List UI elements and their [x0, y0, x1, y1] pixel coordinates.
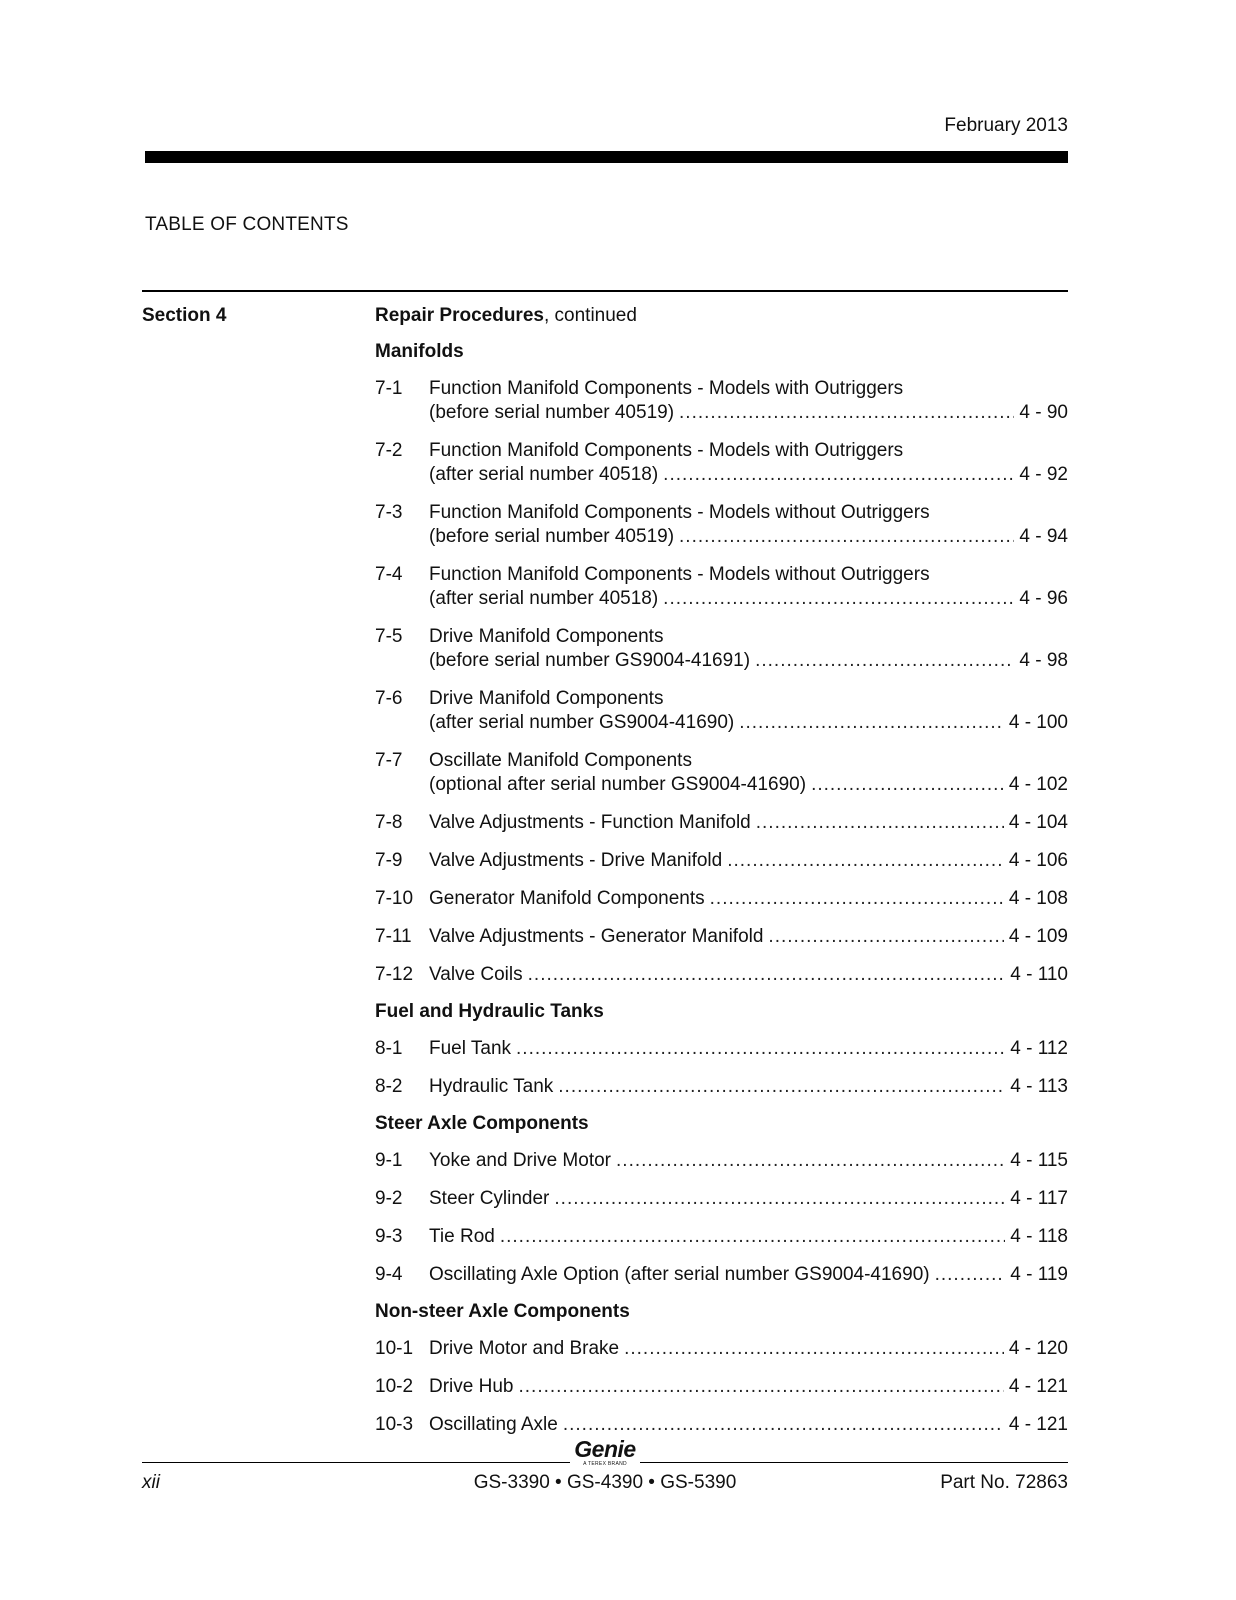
toc-dot-leader: [756, 811, 1004, 835]
toc-entry-number: 7-2: [375, 440, 403, 461]
toc-entry-subtitle: (after serial number GS9004-41690): [429, 712, 735, 733]
toc-entry-body: [429, 1225, 1068, 1249]
toc-entry[interactable]: [375, 1337, 1068, 1361]
toc-entry-number: 7-12: [375, 964, 414, 985]
toc-entry-number: 9-2: [375, 1188, 403, 1209]
toc-entry[interactable]: [375, 1413, 1068, 1437]
toc-entry-subtitle: (before serial number GS9004-41691): [429, 650, 751, 671]
toc-entry-number: 7-4: [375, 564, 403, 585]
toc-group-heading: [375, 1001, 1068, 1023]
toc-entry-subtitle: (before serial number 40519): [429, 526, 675, 547]
toc-entry-title: Drive Hub: [429, 1376, 514, 1397]
toc-dot-leader: [727, 849, 1004, 873]
toc-entry-body: [429, 687, 1068, 735]
toc-entry-number: 7-7: [375, 750, 403, 771]
toc-entry-body: [429, 1037, 1068, 1061]
toc-entry[interactable]: [375, 1187, 1068, 1211]
toc-entry-leader-line: [429, 887, 1068, 911]
toc-entry-subtitle: (optional after serial number GS9004-41690): [429, 774, 807, 795]
toc-entry-body: [429, 563, 1068, 611]
toc-entry-number: 7-10: [375, 888, 414, 909]
toc-entry-page: 4 - 119: [1010, 1264, 1068, 1285]
toc-group-heading-text: Fuel and Hydraulic Tanks: [375, 1001, 604, 1022]
toc-entry[interactable]: [375, 887, 1068, 911]
toc-entry-body: [429, 849, 1068, 873]
toc-entry-page: 4 - 108: [1008, 888, 1068, 909]
toc-entry-body: [429, 377, 1068, 425]
toc-entry-title: Function Manifold Components - Models with Outriggers: [429, 440, 904, 461]
section-title-rest: , continued: [543, 305, 637, 326]
section-title: [375, 305, 1068, 327]
toc-entry-number: 7-11: [375, 926, 412, 947]
toc-entry-number: 8-1: [375, 1038, 403, 1059]
toc-entry-title: Valve Coils: [429, 964, 523, 985]
toc-entry-body: [429, 963, 1068, 987]
toc-entry[interactable]: [375, 749, 1068, 797]
toc-entry-body: [429, 1375, 1068, 1399]
toc-group-heading: [375, 341, 1068, 363]
toc-entry-body: [429, 625, 1068, 673]
toc-entry-page: 4 - 115: [1010, 1150, 1068, 1171]
toc-entry-number: 10-3: [375, 1414, 414, 1435]
toc-dot-leader: [811, 773, 1004, 797]
toc-entry-title: Function Manifold Components - Models with Outriggers: [429, 378, 904, 399]
footer-rule-left: [142, 1462, 570, 1463]
toc-entry[interactable]: [375, 687, 1068, 735]
footer-models: GS-3390 • GS-4390 • GS-5390: [473, 1472, 737, 1493]
toc-entry-number: 7-1: [375, 378, 403, 399]
toc-entry-body: [429, 1413, 1068, 1437]
toc-entry-title: Function Manifold Components - Models without Outriggers: [429, 564, 930, 585]
toc-dot-leader: [768, 925, 1003, 949]
toc-entry-leader-line: [429, 811, 1068, 835]
toc-group-heading-text: Steer Axle Components: [375, 1113, 589, 1134]
toc-entry[interactable]: [375, 811, 1068, 835]
toc-entry-subtitle: (before serial number 40519): [429, 402, 675, 423]
toc-entry-leader-line: [429, 711, 1068, 735]
toc-entry-body: [429, 1263, 1068, 1287]
toc-group-heading-text: Manifolds: [375, 341, 464, 362]
toc-entry-title: Oscillate Manifold Components: [429, 750, 692, 771]
toc-entry-leader-line: [429, 849, 1068, 873]
toc-entry-page: 4 - 121: [1008, 1414, 1068, 1435]
toc-entry-body: [429, 887, 1068, 911]
page-title: TABLE OF CONTENTS: [145, 214, 349, 235]
toc-entry-number: 7-8: [375, 812, 403, 833]
toc-entry[interactable]: [375, 625, 1068, 673]
toc-entry-body: [429, 501, 1068, 549]
toc-entry-number: 7-5: [375, 626, 403, 647]
toc-entry-number: 9-3: [375, 1226, 403, 1247]
toc-dot-leader: [518, 1375, 1003, 1399]
toc-entry-body: [429, 1187, 1068, 1211]
toc-entry-title: Valve Adjustments - Generator Manifold: [429, 926, 764, 947]
toc-entry-leader-line: [429, 925, 1068, 949]
toc-entry-title: Drive Manifold Components: [429, 688, 664, 709]
toc-entry-page: 4 - 121: [1008, 1376, 1068, 1397]
toc-entry-title: Generator Manifold Components: [429, 888, 705, 909]
toc-entry-leader-line: [429, 1413, 1068, 1437]
toc-group-heading-text: Non-steer Axle Components: [375, 1301, 630, 1322]
toc-entry-page: 4 - 102: [1008, 774, 1068, 795]
toc-entry-page: 4 - 120: [1008, 1338, 1068, 1359]
toc-groups: [375, 341, 1068, 1437]
toc-group-heading: [375, 1113, 1068, 1135]
toc-entry-page: 4 - 96: [1019, 588, 1068, 609]
genie-logo-text: Genie: [574, 1436, 636, 1462]
toc-entry-leader-line: [429, 463, 1068, 487]
genie-logo-subtext: A TEREX BRAND: [583, 1461, 627, 1467]
toc-entry-title: Drive Motor and Brake: [429, 1338, 620, 1359]
toc-entry-leader-line: [429, 1037, 1068, 1061]
toc-dot-leader: [558, 1075, 1005, 1099]
toc-entry-page: 4 - 113: [1010, 1076, 1068, 1097]
toc-dot-leader: [624, 1337, 1004, 1361]
toc-entry-leader-line: [429, 1225, 1068, 1249]
toc-entry[interactable]: [375, 1225, 1068, 1249]
toc-entry-number: 7-3: [375, 502, 403, 523]
toc-entry-subtitle: (after serial number 40518): [429, 588, 659, 609]
toc-entry-title: Drive Manifold Components: [429, 626, 664, 647]
toc-dot-leader: [710, 887, 1004, 911]
header-date: February 2013: [944, 115, 1068, 136]
toc-entry-leader-line: [429, 525, 1068, 549]
toc-entry-page: 4 - 110: [1010, 964, 1068, 985]
toc-entry-page: 4 - 112: [1010, 1038, 1068, 1059]
toc-entry-leader-line: [429, 587, 1068, 611]
section-rule: [142, 290, 1068, 292]
toc-entry-leader-line: [429, 1149, 1068, 1173]
toc-entry-leader-line: [429, 1263, 1068, 1287]
toc-entry-leader-line: [429, 1375, 1068, 1399]
toc-entry-title: Hydraulic Tank: [429, 1076, 554, 1097]
toc-dot-leader: [516, 1037, 1005, 1061]
toc-entry[interactable]: [375, 1149, 1068, 1173]
toc-entry[interactable]: [375, 1375, 1068, 1399]
toc-entry[interactable]: [375, 963, 1068, 987]
toc-entry-body: [429, 1337, 1068, 1361]
toc-entry-page: 4 - 100: [1008, 712, 1068, 733]
toc-dot-leader: [663, 463, 1014, 487]
footer-page-number: xii: [142, 1472, 160, 1493]
toc-entry-page: 4 - 118: [1010, 1226, 1068, 1247]
toc-entry-number: 8-2: [375, 1076, 403, 1097]
toc-entry-body: [429, 1149, 1068, 1173]
toc-entry-subtitle: (after serial number 40518): [429, 464, 659, 485]
toc-entry-page: 4 - 98: [1019, 650, 1068, 671]
toc-entry-page: 4 - 94: [1019, 526, 1068, 547]
footer-rule-right: [640, 1462, 1068, 1463]
footer-part-number: Part No. 72863: [940, 1472, 1068, 1493]
toc-entry-page: 4 - 109: [1008, 926, 1068, 947]
toc-dot-leader: [500, 1225, 1005, 1249]
toc-entry-page: 4 - 106: [1008, 850, 1068, 871]
toc-dot-leader: [679, 401, 1014, 425]
toc-entry-page: 4 - 104: [1008, 812, 1068, 833]
toc-entry[interactable]: [375, 501, 1068, 549]
toc-entry-body: [429, 749, 1068, 797]
section-label: Section 4: [142, 305, 227, 326]
toc-entry-page: 4 - 117: [1010, 1188, 1068, 1209]
toc-entry-body: [429, 811, 1068, 835]
toc-entry-leader-line: [429, 1187, 1068, 1211]
toc-entry-leader-line: [429, 963, 1068, 987]
toc-entry-body: [429, 1075, 1068, 1099]
toc-entry[interactable]: [375, 1037, 1068, 1061]
toc-entry-title: Valve Adjustments - Drive Manifold: [429, 850, 723, 871]
toc-entry-title: Fuel Tank: [429, 1038, 512, 1059]
toc-entry-title: Yoke and Drive Motor: [429, 1150, 612, 1171]
toc-entry-leader-line: [429, 1075, 1068, 1099]
toc-entry-leader-line: [429, 401, 1068, 425]
toc-entry[interactable]: [375, 849, 1068, 873]
toc-entry-title: Oscillating Axle Option (after serial number GS9004-41690): [429, 1264, 930, 1285]
toc-dot-leader: [755, 649, 1014, 673]
toc-dot-leader: [554, 1187, 1005, 1211]
toc-entry-page: 4 - 92: [1019, 464, 1068, 485]
header-bar: [145, 151, 1068, 163]
toc-entry-number: 9-4: [375, 1264, 403, 1285]
toc-dot-leader: [528, 963, 1006, 987]
toc-entry-number: 7-9: [375, 850, 403, 871]
toc-entry-leader-line: [429, 649, 1068, 673]
toc-entry-number: 9-1: [375, 1150, 403, 1171]
toc-entry-title: Tie Rod: [429, 1226, 495, 1247]
toc-dot-leader: [663, 587, 1014, 611]
toc-entry[interactable]: [375, 1075, 1068, 1099]
toc-entry-number: 7-6: [375, 688, 403, 709]
toc-entry-title: Oscillating Axle: [429, 1414, 558, 1435]
toc-entry[interactable]: [375, 439, 1068, 487]
toc-entry-title: Function Manifold Components - Models without Outriggers: [429, 502, 930, 523]
table-of-contents: [375, 305, 1068, 1451]
toc-entry-leader-line: [429, 1337, 1068, 1361]
toc-entry-leader-line: [429, 773, 1068, 797]
toc-entry[interactable]: [375, 377, 1068, 425]
genie-logo: [570, 1437, 640, 1467]
toc-entry-title: Steer Cylinder: [429, 1188, 550, 1209]
toc-group-heading: [375, 1301, 1068, 1323]
toc-entry-number: 10-2: [375, 1376, 414, 1397]
toc-entry-title: Valve Adjustments - Function Manifold: [429, 812, 751, 833]
toc-dot-leader: [935, 1263, 1006, 1287]
section-title-bold: Repair Procedures: [375, 305, 544, 326]
toc-entry-number: 10-1: [375, 1338, 414, 1359]
toc-entry[interactable]: [375, 563, 1068, 611]
toc-dot-leader: [739, 711, 1004, 735]
toc-entry-body: [429, 439, 1068, 487]
toc-entry[interactable]: [375, 925, 1068, 949]
toc-entry-body: [429, 925, 1068, 949]
toc-dot-leader: [616, 1149, 1005, 1173]
toc-dot-leader: [563, 1413, 1004, 1437]
toc-entry-page: 4 - 90: [1019, 402, 1068, 423]
toc-dot-leader: [679, 525, 1014, 549]
toc-entry[interactable]: [375, 1263, 1068, 1287]
